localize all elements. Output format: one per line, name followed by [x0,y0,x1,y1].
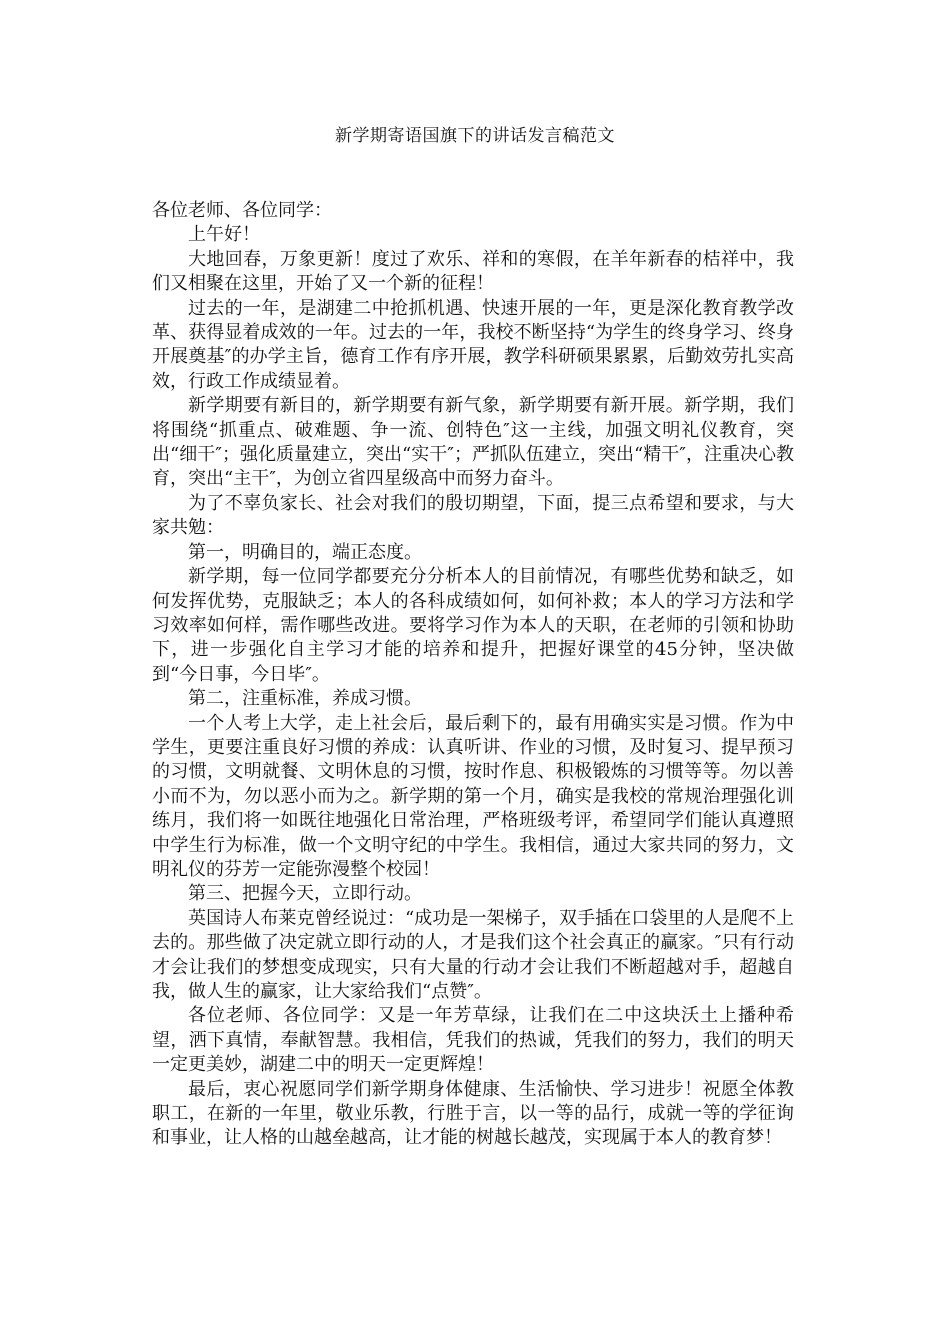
paragraph-closing: 最后，衷心祝愿同学们新学期身体健康、生活愉快、学习进步！祝愿全体教职工，在新的一年里，敬业乐教，行胜于言，以一等的品行，成就一等的学征询和事业，让人格的山越垒越高，让才能的树越长越茂，实现属于本人的教育梦！ [152,1078,794,1149]
paragraph-greeting: 上午好！ [188,224,260,246]
paragraph-address: 各位老师、各位同学：又是一年芳草绿，让我们在二中这块沃土上播种希望，洒下真情，奉献智慧。我相信，凭我们的热诚，凭我们的努力，我们的明天一定更美妙，湖建二中的明天一定更辉煌！ [152,1005,794,1076]
paragraph-spring: 大地回春，万象更新！度过了欢乐、祥和的寒假，在羊年新春的桔祥中，我们又相聚在这里，开始了又一个新的征程！ [152,248,794,295]
paragraph-point-three-body: 英国诗人布莱克曾经说过：“成功是一架梯子，双手插在口袋里的人是爬不上去的。那些做了决定就立即行动的人，才是我们这个社会真正的赢家。″只有行动才会让我们的梦想变成现实，只有大量的行动才会让我们不断超越对手，超越自我，做人生的赢家，让大家给我们“点赞″。 [152,907,794,1002]
paragraph-point-three-heading: 第三、把握今天，立即行动。 [188,883,422,905]
paragraph-past-year: 过去的一年，是湖建二中抢抓机遇、快速开展的一年，更是深化教育教学改革、获得显着成效的一年。过去的一年，我校不断坚持“为学生的终身学习、终身开展奠基″的办学主旨，德育工作有序开展，教学科研硕果累累，后勤效劳扎实高效，行政工作成绩显着。 [152,297,794,392]
salutation: 各位老师、各位同学： [152,200,332,221]
paragraph-point-two-body: 一个人考上大学，走上社会后，最后剩下的，最有用确实实是习惯。作为中学生，更要注重良好习惯的养成：认真听讲、作业的习惯，及时复习、提早预习的习惯，文明就餐、文明休息的习惯，按时作息、积极锻炼的习惯等等。勿以善小而不为，勿以恶小而为之。新学期的第一个月，确实是我校的常规治理强化训练月，我们将一如既往地强化日常治理，严格班级考评，希望同学们能认真遵照中学生行为标准，做一个文明守纪的中学生。我相信，通过大家共同的努力，文明礼仪的芬芳一定能弥漫整个校园！ [152,712,794,880]
paragraph-new-semester: 新学期要有新目的，新学期要有新气象，新学期要有新开展。新学期，我们将围绕“抓重点、破难题、争一流、创特色″这一主线，加强文明礼仪教育，突出“细干″；强化质量建立，突出“实干″；严抓队伍建立，突出“精干″，注重决心教育，突出“主干″，为创立省四星级高中而努力奋斗。 [152,395,794,490]
document-body [152,199,794,1151]
paragraph-point-one-heading: 第一，明确目的，端正态度。 [188,541,422,563]
paragraph-expectations: 为了不辜负家长、社会对我们的殷切期望，下面，提三点希望和要求，与大家共勉： [152,492,794,539]
document-title: 新学期寄语国旗下的讲话发言稿范文 [335,126,615,146]
paragraph-point-two-heading: 第二，注重标准，养成习惯。 [188,688,422,710]
paragraph-point-one-body: 新学期，每一位同学都要充分分析本人的目前情况，有哪些优势和缺乏，如何发挥优势，克服缺乏；本人的各科成绩如何，如何补救；本人的学习方法和学习效率如何样，需作哪些改进。要将学习作为本人的天职，在老师的引领和协助下，进一步强化自主学习才能的培养和提升，把握好课堂的45分钟，坚决做到“今日事，今日毕″。 [152,566,794,685]
